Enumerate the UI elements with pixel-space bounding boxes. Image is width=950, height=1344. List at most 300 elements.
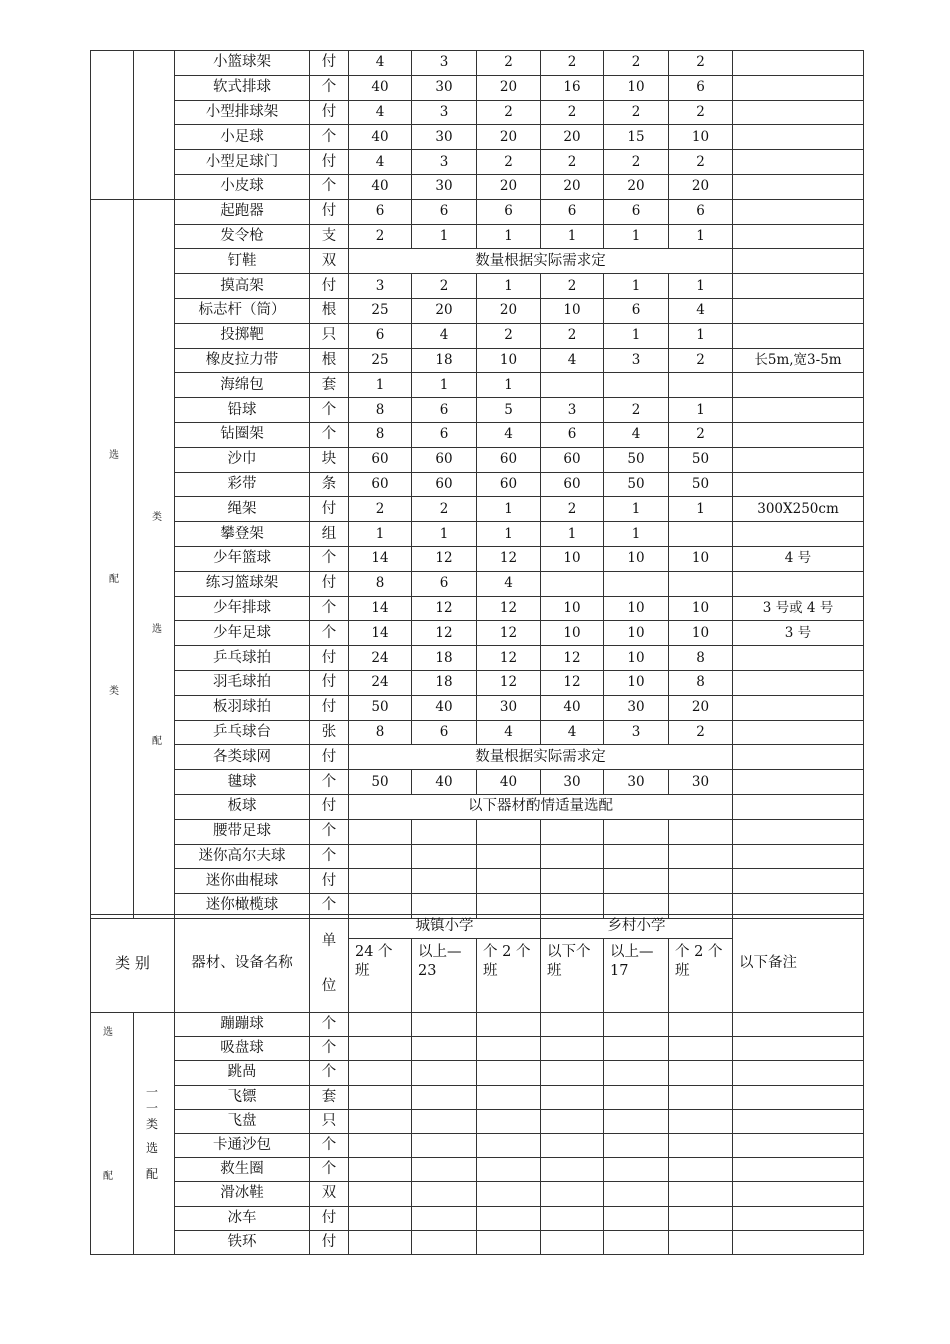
table-row xyxy=(91,51,864,76)
empty-cell xyxy=(541,1133,604,1157)
item-name: 攀登架 xyxy=(175,522,310,547)
quantity-cell: 4 xyxy=(477,720,541,745)
empty-cell xyxy=(541,1182,604,1206)
header-unit xyxy=(310,915,349,1013)
header-class-size: 个 2 个 班 xyxy=(669,939,733,1013)
category-char: 类 xyxy=(146,1117,159,1131)
empty-cell xyxy=(477,1206,541,1230)
quantity-cell: 2 xyxy=(669,100,733,125)
quantity-cell xyxy=(541,844,604,869)
empty-cell xyxy=(541,1206,604,1230)
item-note xyxy=(733,447,864,472)
header-unit-top: 单 xyxy=(321,932,337,949)
item-name: 小皮球 xyxy=(175,174,310,199)
empty-cell xyxy=(349,1230,412,1254)
quantity-cell: 30 xyxy=(412,174,477,199)
empty-cell xyxy=(412,1158,477,1182)
empty-cell xyxy=(733,1158,864,1182)
quantity-cell: 2 xyxy=(541,274,604,299)
quantity-cell: 30 xyxy=(604,695,669,720)
empty-cell xyxy=(349,1109,412,1133)
table-row xyxy=(91,398,864,423)
empty-cell xyxy=(477,1085,541,1109)
table-row xyxy=(91,745,864,770)
item-unit: 双 xyxy=(310,249,349,274)
quantity-cell xyxy=(541,819,604,844)
category-char: 配 xyxy=(109,573,119,585)
table-row xyxy=(91,447,864,472)
quantity-cell: 4 xyxy=(349,150,412,175)
quantity-cell: 10 xyxy=(477,348,541,373)
item-note xyxy=(733,819,864,844)
quantity-cell: 50 xyxy=(669,472,733,497)
table-row xyxy=(91,323,864,348)
empty-cell xyxy=(477,1037,541,1061)
empty-cell xyxy=(412,1182,477,1206)
quantity-cell: 30 xyxy=(604,770,669,795)
item-unit: 个 xyxy=(310,1158,349,1182)
quantity-cell: 60 xyxy=(349,472,412,497)
quantity-cell xyxy=(604,869,669,894)
empty-cell xyxy=(412,1230,477,1254)
item-name: 小足球 xyxy=(175,125,310,150)
quantity-cell: 3 xyxy=(604,348,669,373)
empty-cell xyxy=(733,1013,864,1037)
table-row xyxy=(91,670,864,695)
quantity-cell: 10 xyxy=(669,125,733,150)
quantity-cell: 2 xyxy=(669,348,733,373)
table-row xyxy=(91,174,864,199)
table-row xyxy=(91,100,864,125)
empty-cell xyxy=(604,1158,669,1182)
category-inner-c xyxy=(134,1013,175,1255)
quantity-cell: 10 xyxy=(669,596,733,621)
empty-cell xyxy=(669,1085,733,1109)
empty-cell xyxy=(604,1109,669,1133)
item-note xyxy=(733,522,864,547)
quantity-cell: 2 xyxy=(541,51,604,76)
table-row xyxy=(91,274,864,299)
empty-cell xyxy=(604,1206,669,1230)
empty-cell xyxy=(541,1013,604,1037)
quantity-cell: 8 xyxy=(669,646,733,671)
equipment-table-top xyxy=(90,50,864,919)
empty-cell xyxy=(412,1133,477,1157)
item-name: 钉鞋 xyxy=(175,249,310,274)
empty-cell xyxy=(669,1013,733,1037)
item-name: 海绵包 xyxy=(175,373,310,398)
quantity-cell: 2 xyxy=(541,497,604,522)
empty-cell xyxy=(604,1230,669,1254)
quantity-cell xyxy=(669,819,733,844)
quantity-cell: 2 xyxy=(477,150,541,175)
header-rural: 乡村小学 xyxy=(541,915,733,939)
quantity-cell: 1 xyxy=(541,522,604,547)
item-name: 飞盘 xyxy=(175,1109,310,1133)
item-unit: 根 xyxy=(310,348,349,373)
quantity-cell: 10 xyxy=(604,646,669,671)
item-name: 蹦蹦球 xyxy=(175,1013,310,1037)
quantity-cell: 50 xyxy=(349,695,412,720)
quantity-cell: 10 xyxy=(541,596,604,621)
item-name: 板球 xyxy=(175,794,310,819)
item-unit: 个 xyxy=(310,844,349,869)
category-char: 一 xyxy=(146,1085,159,1099)
item-note xyxy=(733,274,864,299)
item-unit: 付 xyxy=(310,670,349,695)
empty-cell xyxy=(733,1109,864,1133)
quantity-cell: 10 xyxy=(669,546,733,571)
empty-cell xyxy=(477,1158,541,1182)
item-unit: 个 xyxy=(310,174,349,199)
category-char: 配 xyxy=(103,1171,113,1182)
quantity-cell: 2 xyxy=(477,323,541,348)
table-row xyxy=(91,695,864,720)
quantity-cell: 20 xyxy=(412,298,477,323)
quantity-cell: 4 xyxy=(541,720,604,745)
quantity-cell: 40 xyxy=(412,695,477,720)
quantity-cell: 20 xyxy=(669,695,733,720)
quantity-cell: 6 xyxy=(412,720,477,745)
item-name: 乒乓球台 xyxy=(175,720,310,745)
item-unit: 个 xyxy=(310,621,349,646)
quantity-cell: 14 xyxy=(349,596,412,621)
quantity-cell: 18 xyxy=(412,646,477,671)
category-char: 选 xyxy=(109,449,119,461)
table-row xyxy=(91,1133,864,1157)
category-char: 一 xyxy=(146,1101,159,1115)
quantity-cell: 40 xyxy=(349,75,412,100)
quantity-cell: 4 xyxy=(477,422,541,447)
item-note: 3 号或 4 号 xyxy=(733,596,864,621)
item-name: 钻圈架 xyxy=(175,422,310,447)
item-unit: 根 xyxy=(310,298,349,323)
item-unit: 套 xyxy=(310,373,349,398)
table-row xyxy=(91,546,864,571)
quantity-cell: 4 xyxy=(349,51,412,76)
empty-cell xyxy=(541,1230,604,1254)
category-char: 类 xyxy=(109,685,119,697)
empty-cell xyxy=(669,1109,733,1133)
empty-cell xyxy=(412,1109,477,1133)
quantity-cell: 1 xyxy=(412,522,477,547)
table-row xyxy=(91,621,864,646)
empty-cell xyxy=(349,1133,412,1157)
quantity-cell xyxy=(604,844,669,869)
equipment-table-bottom xyxy=(90,914,864,1255)
quantity-cell xyxy=(349,819,412,844)
item-name: 跳咼 xyxy=(175,1061,310,1085)
quantity-cell: 10 xyxy=(604,596,669,621)
quantity-cell: 6 xyxy=(412,422,477,447)
item-name: 少年篮球 xyxy=(175,546,310,571)
category-char: 配 xyxy=(146,1167,159,1181)
quantity-cell: 1 xyxy=(669,398,733,423)
quantity-cell: 6 xyxy=(412,199,477,224)
item-unit: 张 xyxy=(310,720,349,745)
quantity-cell: 40 xyxy=(349,125,412,150)
quantity-cell xyxy=(412,869,477,894)
item-note xyxy=(733,695,864,720)
quantity-cell: 18 xyxy=(412,348,477,373)
quantity-cell: 60 xyxy=(349,447,412,472)
quantity-cell xyxy=(412,819,477,844)
quantity-cell xyxy=(541,373,604,398)
table-row xyxy=(91,472,864,497)
table-row xyxy=(91,373,864,398)
item-unit: 个 xyxy=(310,398,349,423)
quantity-cell: 6 xyxy=(604,199,669,224)
item-unit: 只 xyxy=(310,1109,349,1133)
item-name: 小型排球架 xyxy=(175,100,310,125)
quantity-cell: 1 xyxy=(604,224,669,249)
item-name: 救生圈 xyxy=(175,1158,310,1182)
item-note xyxy=(733,646,864,671)
quantity-cell: 20 xyxy=(477,298,541,323)
item-unit: 只 xyxy=(310,323,349,348)
empty-cell xyxy=(733,1061,864,1085)
item-unit: 付 xyxy=(310,497,349,522)
quantity-cell: 3 xyxy=(412,51,477,76)
header-class-size: 以下个 班 xyxy=(541,939,604,1013)
item-name: 冰车 xyxy=(175,1206,310,1230)
item-note: 长5m,宽3-5m xyxy=(733,348,864,373)
quantity-cell: 4 xyxy=(477,571,541,596)
quantity-cell: 6 xyxy=(541,422,604,447)
table-row xyxy=(91,869,864,894)
quantity-span: 以下器材酌情适量选配 xyxy=(349,794,733,819)
item-name: 卡通沙包 xyxy=(175,1133,310,1157)
category-char: 配 xyxy=(152,735,162,747)
quantity-cell xyxy=(669,571,733,596)
quantity-cell: 2 xyxy=(412,274,477,299)
quantity-cell: 10 xyxy=(541,621,604,646)
quantity-cell xyxy=(669,373,733,398)
item-note: 3 号 xyxy=(733,621,864,646)
item-unit: 付 xyxy=(310,199,349,224)
quantity-cell: 50 xyxy=(604,472,669,497)
quantity-cell: 2 xyxy=(669,720,733,745)
quantity-cell xyxy=(669,869,733,894)
empty-cell xyxy=(604,1061,669,1085)
category-char: 选 xyxy=(103,1027,113,1038)
empty-cell xyxy=(669,1133,733,1157)
quantity-cell: 60 xyxy=(477,472,541,497)
empty-cell xyxy=(669,1206,733,1230)
quantity-cell: 6 xyxy=(412,571,477,596)
header-class-size: 以上— 17 xyxy=(604,939,669,1013)
table-row xyxy=(91,844,864,869)
item-note xyxy=(733,51,864,76)
table-row xyxy=(91,571,864,596)
quantity-cell: 40 xyxy=(412,770,477,795)
empty-cell xyxy=(477,1182,541,1206)
quantity-cell: 6 xyxy=(669,75,733,100)
quantity-cell: 1 xyxy=(604,497,669,522)
quantity-cell: 60 xyxy=(541,472,604,497)
empty-cell xyxy=(604,1013,669,1037)
quantity-span: 数量根据实际需求定 xyxy=(349,745,733,770)
item-name: 铁环 xyxy=(175,1230,310,1254)
quantity-cell: 20 xyxy=(477,125,541,150)
quantity-cell: 8 xyxy=(349,398,412,423)
empty-cell xyxy=(349,1013,412,1037)
quantity-cell: 4 xyxy=(669,298,733,323)
table-row xyxy=(91,348,864,373)
item-unit: 个 xyxy=(310,422,349,447)
empty-cell xyxy=(412,1061,477,1085)
quantity-cell: 12 xyxy=(412,596,477,621)
quantity-cell: 12 xyxy=(477,621,541,646)
quantity-cell: 12 xyxy=(477,596,541,621)
quantity-cell: 8 xyxy=(349,571,412,596)
item-note xyxy=(733,472,864,497)
header-note: 以下备注 xyxy=(733,915,864,1013)
quantity-cell: 6 xyxy=(349,199,412,224)
item-unit: 块 xyxy=(310,447,349,472)
quantity-cell: 12 xyxy=(477,670,541,695)
quantity-cell xyxy=(477,844,541,869)
quantity-cell: 12 xyxy=(541,646,604,671)
quantity-cell: 1 xyxy=(669,497,733,522)
quantity-cell: 12 xyxy=(477,646,541,671)
item-name: 羽毛球拍 xyxy=(175,670,310,695)
empty-cell xyxy=(477,1013,541,1037)
item-note xyxy=(733,373,864,398)
table-row xyxy=(91,1109,864,1133)
item-name: 迷你橄榄球 xyxy=(175,894,310,919)
empty-cell xyxy=(477,1133,541,1157)
item-unit: 付 xyxy=(310,100,349,125)
empty-cell xyxy=(541,1061,604,1085)
quantity-cell xyxy=(349,869,412,894)
item-note: 300X250cm xyxy=(733,497,864,522)
quantity-cell xyxy=(669,844,733,869)
quantity-cell: 6 xyxy=(541,199,604,224)
empty-cell xyxy=(733,1037,864,1061)
quantity-span: 数量根据实际需求定 xyxy=(349,249,733,274)
item-unit: 套 xyxy=(310,1085,349,1109)
header-class-size: 以上— 23 xyxy=(412,939,477,1013)
quantity-cell: 4 xyxy=(604,422,669,447)
item-name: 摸高架 xyxy=(175,274,310,299)
quantity-cell: 1 xyxy=(349,522,412,547)
table-row xyxy=(91,1158,864,1182)
table-row xyxy=(91,596,864,621)
quantity-cell: 25 xyxy=(349,298,412,323)
item-note xyxy=(733,150,864,175)
empty-cell xyxy=(604,1085,669,1109)
item-name: 吸盘球 xyxy=(175,1037,310,1061)
item-unit: 个 xyxy=(310,1037,349,1061)
quantity-cell xyxy=(412,844,477,869)
empty-cell xyxy=(604,1182,669,1206)
item-note xyxy=(733,745,864,770)
quantity-cell: 2 xyxy=(604,51,669,76)
empty-cell xyxy=(349,1061,412,1085)
item-note xyxy=(733,720,864,745)
empty-cell xyxy=(412,1013,477,1037)
header-item-name: 器材、设备名称 xyxy=(175,915,310,1013)
quantity-cell: 20 xyxy=(477,174,541,199)
quantity-cell: 24 xyxy=(349,670,412,695)
empty-cell xyxy=(349,1158,412,1182)
quantity-cell: 20 xyxy=(541,125,604,150)
quantity-cell: 6 xyxy=(669,199,733,224)
table-row xyxy=(91,75,864,100)
quantity-cell: 2 xyxy=(604,398,669,423)
quantity-cell xyxy=(541,571,604,596)
item-name: 起跑器 xyxy=(175,199,310,224)
table-row xyxy=(91,1230,864,1254)
quantity-cell: 3 xyxy=(412,150,477,175)
quantity-cell: 10 xyxy=(669,621,733,646)
quantity-cell: 2 xyxy=(349,224,412,249)
quantity-cell xyxy=(604,571,669,596)
item-unit: 支 xyxy=(310,224,349,249)
item-note xyxy=(733,794,864,819)
category-inner-b xyxy=(134,199,175,918)
quantity-cell: 50 xyxy=(669,447,733,472)
empty-cell xyxy=(349,1037,412,1061)
table-row xyxy=(91,646,864,671)
item-unit: 个 xyxy=(310,596,349,621)
quantity-cell: 40 xyxy=(477,770,541,795)
item-unit: 付 xyxy=(310,869,349,894)
table-row xyxy=(91,794,864,819)
quantity-cell: 20 xyxy=(669,174,733,199)
empty-cell xyxy=(733,1182,864,1206)
table-row xyxy=(91,298,864,323)
empty-cell xyxy=(541,1085,604,1109)
quantity-cell: 1 xyxy=(604,274,669,299)
item-name: 腰带足球 xyxy=(175,819,310,844)
quantity-cell xyxy=(604,373,669,398)
item-note xyxy=(733,125,864,150)
quantity-cell: 2 xyxy=(541,100,604,125)
quantity-cell: 60 xyxy=(541,447,604,472)
empty-cell xyxy=(412,1085,477,1109)
item-unit: 个 xyxy=(310,125,349,150)
quantity-cell: 10 xyxy=(541,546,604,571)
item-unit: 个 xyxy=(310,894,349,919)
quantity-cell: 1 xyxy=(669,323,733,348)
quantity-cell: 15 xyxy=(604,125,669,150)
quantity-cell xyxy=(541,869,604,894)
item-unit: 个 xyxy=(310,770,349,795)
quantity-cell: 1 xyxy=(604,522,669,547)
quantity-cell: 30 xyxy=(669,770,733,795)
item-unit: 条 xyxy=(310,472,349,497)
quantity-cell: 16 xyxy=(541,75,604,100)
quantity-cell xyxy=(669,522,733,547)
quantity-cell: 14 xyxy=(349,621,412,646)
empty-cell xyxy=(733,1133,864,1157)
quantity-cell: 3 xyxy=(412,100,477,125)
empty-cell xyxy=(477,1230,541,1254)
quantity-cell: 14 xyxy=(349,546,412,571)
empty-cell xyxy=(541,1109,604,1133)
item-unit: 双 xyxy=(310,1182,349,1206)
item-name: 迷你曲棍球 xyxy=(175,869,310,894)
quantity-cell: 12 xyxy=(412,621,477,646)
quantity-cell: 1 xyxy=(412,224,477,249)
empty-cell xyxy=(669,1182,733,1206)
quantity-cell xyxy=(604,819,669,844)
quantity-cell: 24 xyxy=(349,646,412,671)
table-row xyxy=(91,1182,864,1206)
item-note xyxy=(733,75,864,100)
